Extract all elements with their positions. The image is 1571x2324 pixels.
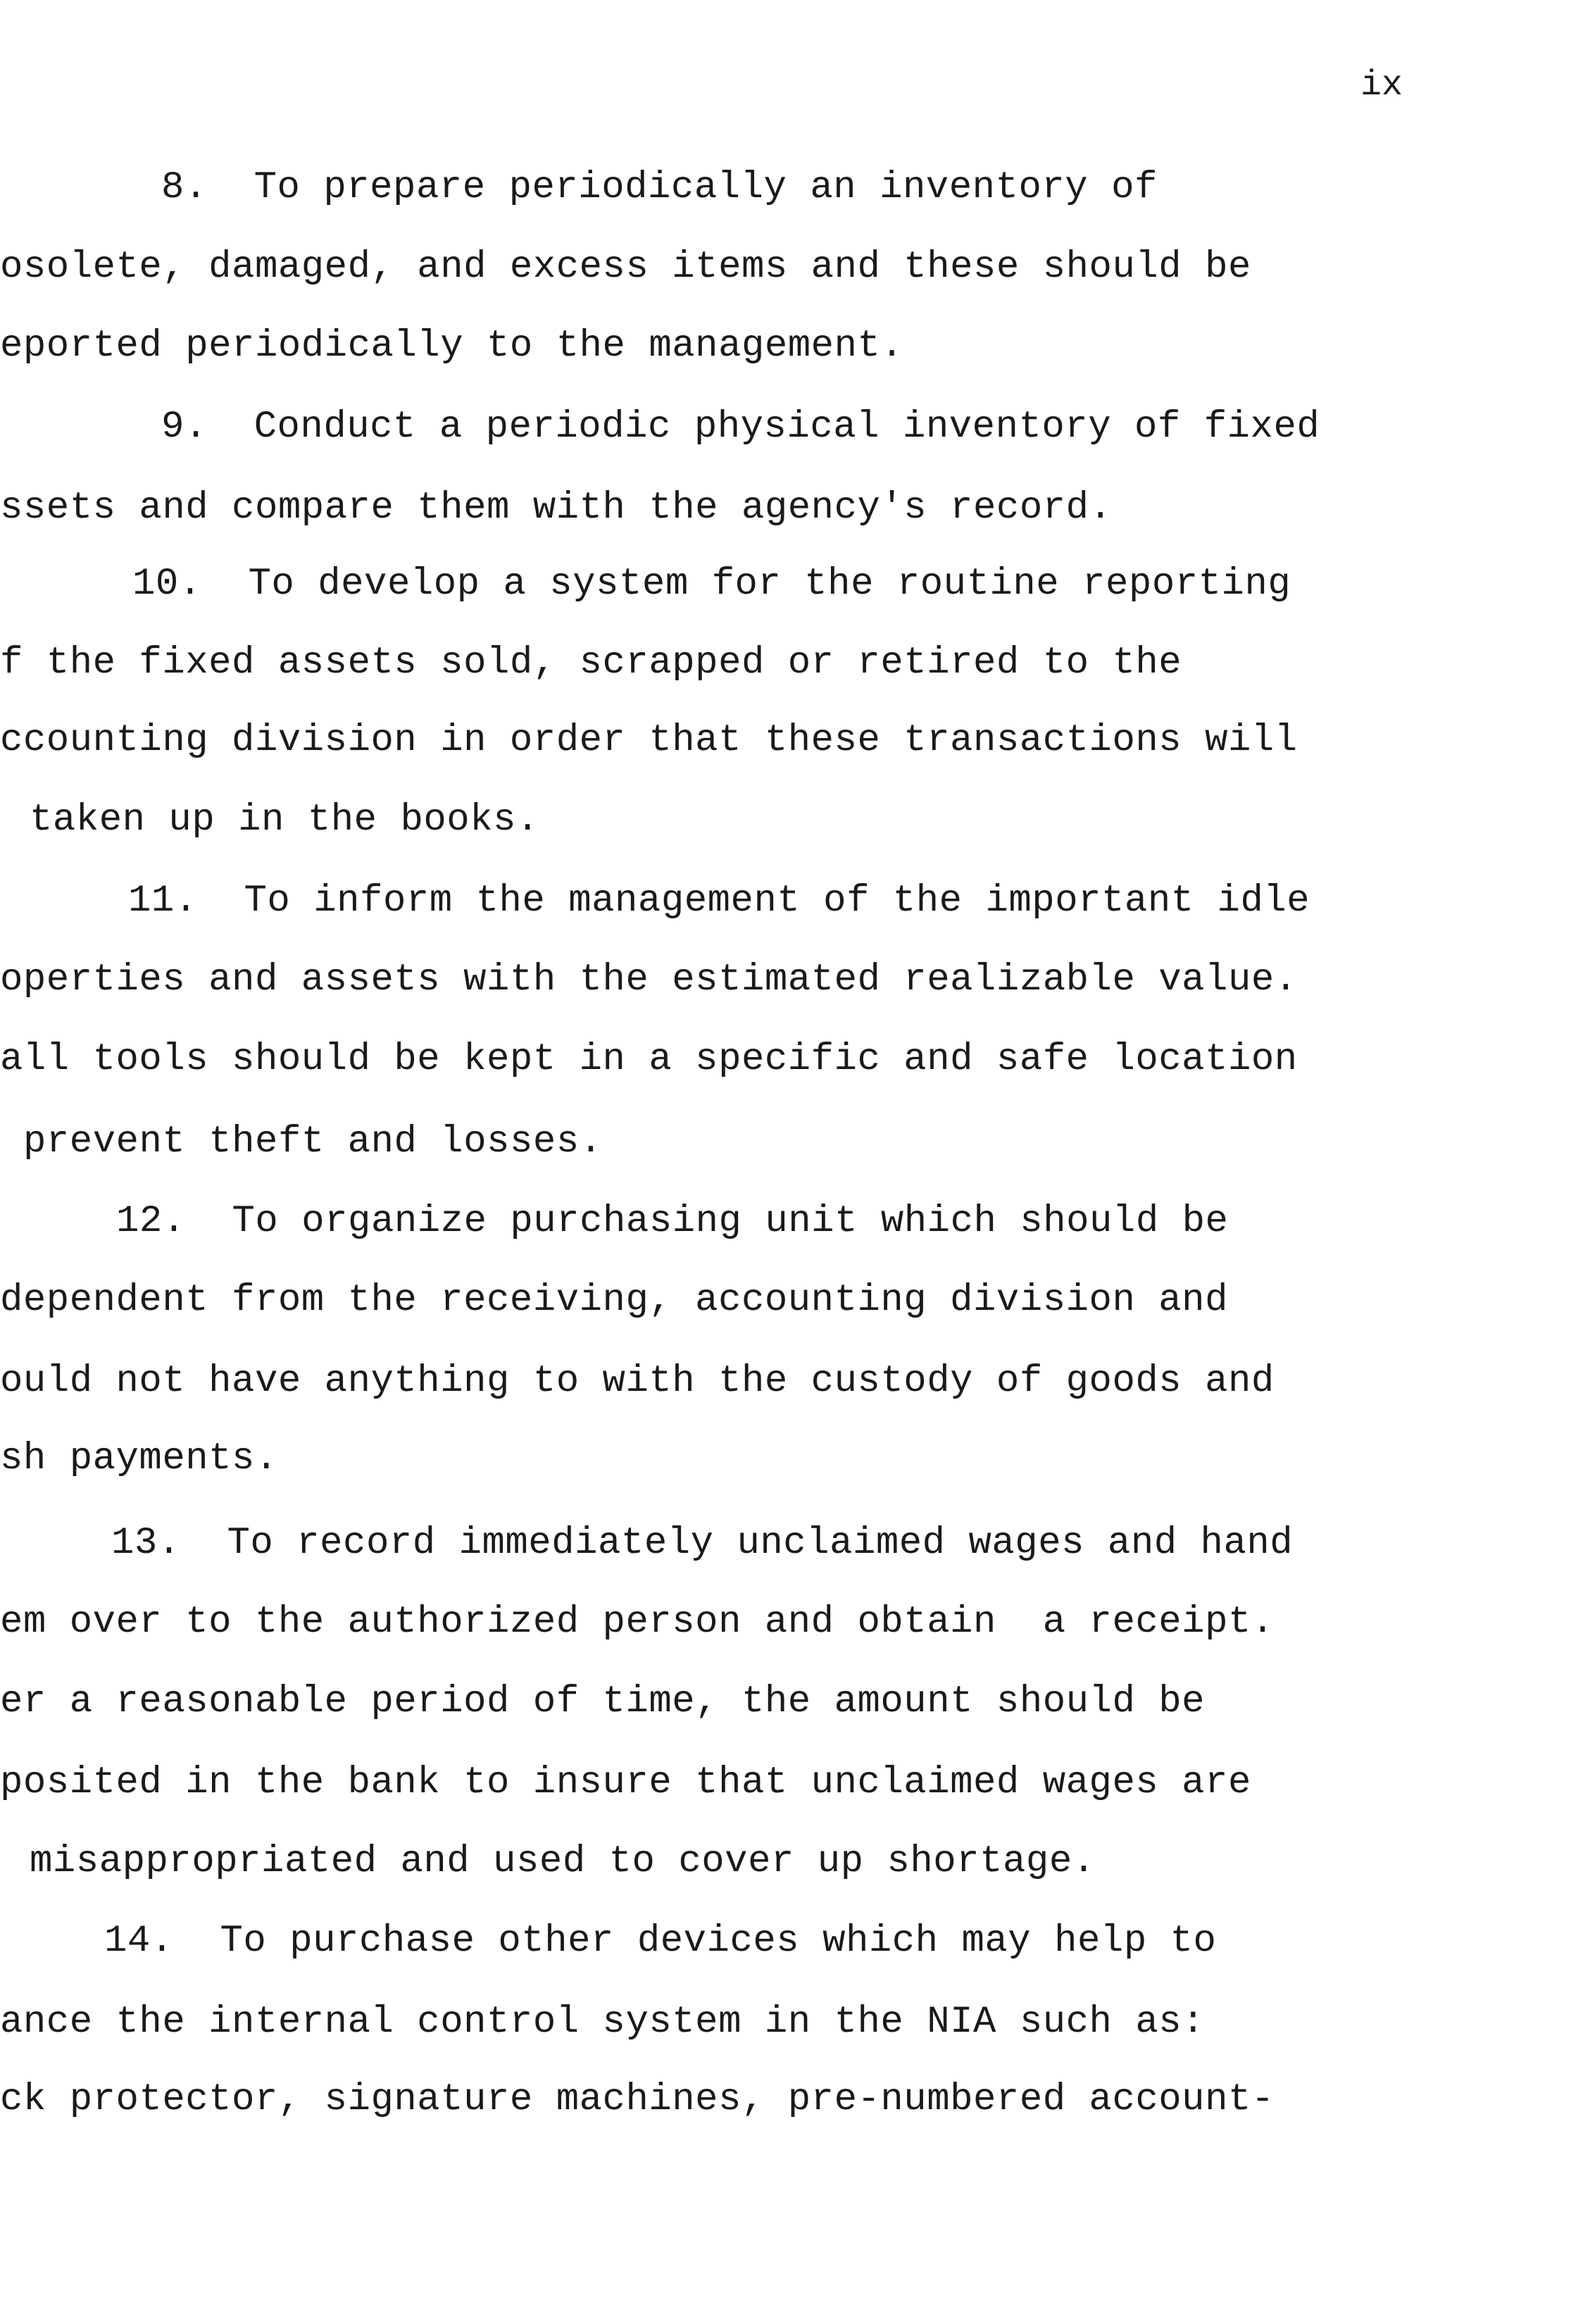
text-line: taken up in the books. [30,799,539,842]
text-line: 13. To record immediately unclaimed wages and hand [111,1522,1294,1565]
text-line: osolete, damaged, and excess items and these should be [0,246,1251,289]
text-line: posited in the bank to insure that unclaimed wages are [0,1761,1251,1804]
text-line: em over to the authorized person and obtain a receipt. [0,1601,1275,1644]
text-line: 14. To purchase other devices which may help to [104,1920,1217,1963]
text-line: sh payments. [0,1437,278,1480]
text-line: operties and assets with the estimated realizable value. [0,958,1298,1001]
text-line: dependent from the receiving, accounting division and [0,1279,1228,1322]
text-line: misappropriated and used to cover up shortage. [30,1840,1096,1883]
text-line: 10. To develop a system for the routine reporting [132,563,1291,606]
text-line: f the fixed assets sold, scrapped or retired to the [0,642,1182,685]
text-line: er a reasonable period of time, the amount should be [0,1680,1206,1723]
text-line: prevent theft and losses. [23,1120,603,1163]
text-line: 8. To prepare periodically an inventory of [161,166,1158,209]
text-line: 12. To organize purchasing unit which should be [116,1200,1229,1243]
text-line: ance the internal control system in the NIA such as: [0,2001,1206,2044]
text-line: ould not have anything to with the custody of goods and [0,1360,1275,1403]
text-line: ssets and compare them with the agency's record. [0,487,1113,530]
text-line: 9. Conduct a periodic physical inventory of fixed [161,406,1320,449]
text-line: ccounting division in order that these transactions will [0,719,1298,762]
text-line: ck protector, signature machines, pre-numbered account- [0,2078,1275,2121]
text-line: eported periodically to the management. [0,325,904,368]
text-line: 11. To inform the management of the important idle [128,880,1310,923]
page-number: ix [1360,65,1403,106]
text-line: all tools should be kept in a specific and safe location [0,1038,1298,1081]
